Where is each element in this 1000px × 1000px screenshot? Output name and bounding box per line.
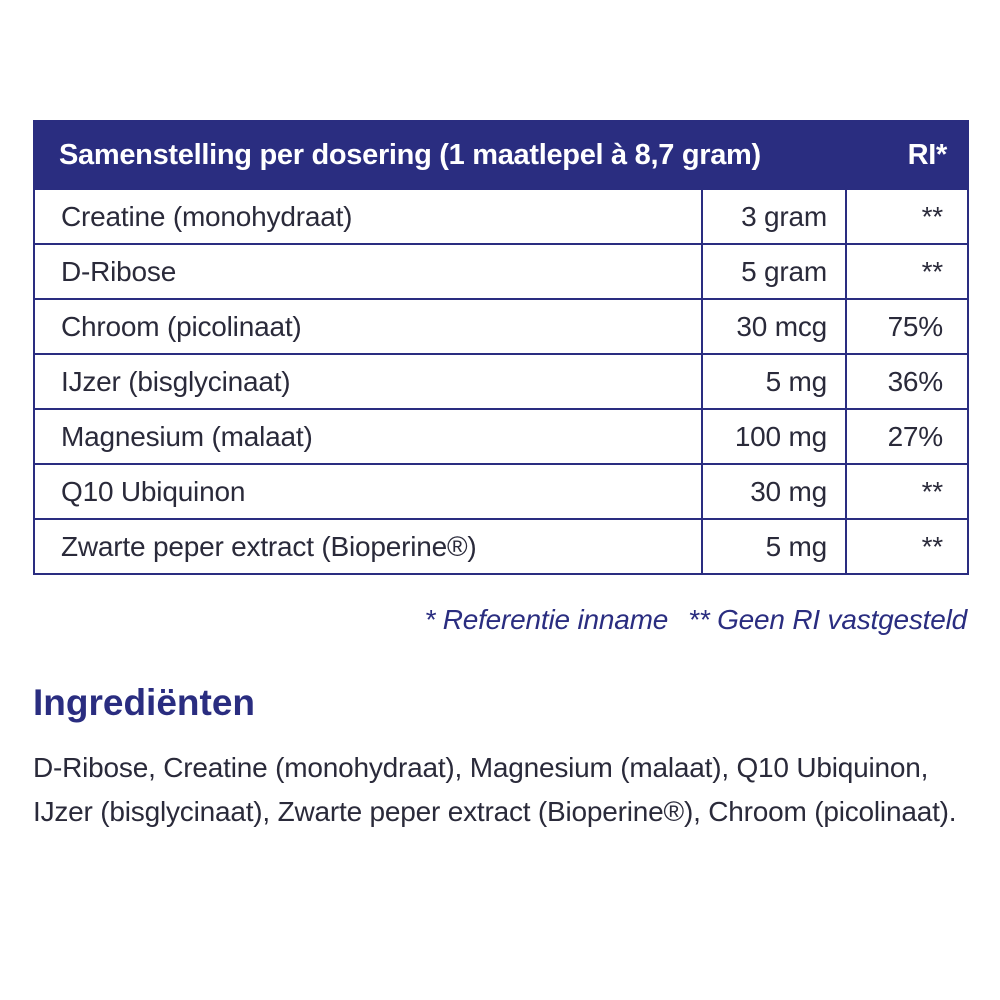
ingredient-amount: 30 mcg (702, 299, 846, 354)
ingredient-name: D-Ribose (34, 244, 702, 299)
ingredient-name: Chroom (picolinaat) (34, 299, 702, 354)
ingredient-ri: 75% (846, 299, 968, 354)
table-row (34, 189, 968, 244)
ingredient-name: Q10 Ubiquinon (34, 464, 702, 519)
composition-table (33, 120, 969, 575)
ingredient-amount: 5 mg (702, 354, 846, 409)
table-row (34, 519, 968, 574)
ingredient-ri: ** (846, 244, 968, 299)
ingredient-ri: 36% (846, 354, 968, 409)
ingredient-name: Zwarte peper extract (Bioperine®) (34, 519, 702, 574)
table-row (34, 354, 968, 409)
table-header-title: Samenstelling per dosering (1 maatlepel à 8,7 gram) (34, 121, 846, 189)
ingredient-ri: 27% (846, 409, 968, 464)
ingredient-amount: 5 gram (702, 244, 846, 299)
ingredient-amount: 30 mg (702, 464, 846, 519)
ingredient-amount: 3 gram (702, 189, 846, 244)
ingredient-amount: 5 mg (702, 519, 846, 574)
ingredient-name: Creatine (monohydraat) (34, 189, 702, 244)
footnote-no-ri: ** Geen RI vastgesteld (688, 604, 967, 635)
ingredient-name: Magnesium (malaat) (34, 409, 702, 464)
ingredient-ri: ** (846, 519, 968, 574)
ingredient-ri: ** (846, 464, 968, 519)
ingredient-amount: 100 mg (702, 409, 846, 464)
footnote-reference-intake: * Referentie inname (424, 604, 669, 635)
ingredient-ri: ** (846, 189, 968, 244)
table-header-row (34, 121, 968, 189)
table-row (34, 464, 968, 519)
table-header-ri: RI* (846, 121, 968, 189)
table-row (34, 409, 968, 464)
table-row (34, 299, 968, 354)
table-row (34, 244, 968, 299)
ingredient-name: IJzer (bisglycinaat) (34, 354, 702, 409)
ingredients-list: D-Ribose, Creatine (monohydraat), Magnesium (malaat), Q10 Ubiquinon, IJzer (bisglycinaat), Zwarte peper extract (Bioperine®), Chroom (picolinaat). (33, 752, 957, 827)
ri-footnote (424, 604, 967, 636)
ingredients-heading: Ingrediënten (33, 682, 256, 723)
